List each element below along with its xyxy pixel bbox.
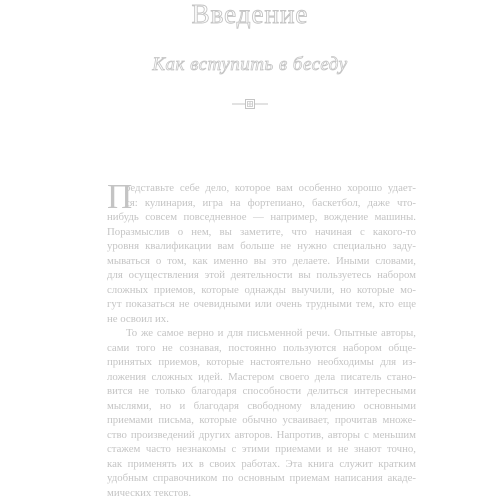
body-text [107, 177, 416, 500]
paragraph-2 [107, 326, 416, 500]
text-line: редставьте себе дело, которое вам особенно хорошо удает- [125, 182, 416, 194]
text-line: ство произведений других авторов. Напротив, авторы с меньшим [107, 428, 416, 441]
chapter-subtitle: Как вступить в беседу [152, 54, 348, 75]
text-line: вится не только благодаря способности делиться интересными [107, 385, 416, 397]
text-line: ложения сложных идей. Мастером своего дела писатель стано- [107, 370, 416, 383]
text-line: мываться о том, как именно вы это делаете. Иными словами, [107, 254, 416, 267]
text-line: принятых приемов, которые настоятельно необходимы для из- [107, 356, 416, 368]
text-line: ся: кулинария, игра на фортепиано, баскетбол, даже что- [125, 196, 416, 209]
text-line: удобным справочником по основным приемам написания акаде- [107, 472, 416, 484]
text-line: как применять их в своих работах. Эта книга служит кратким [107, 457, 416, 470]
text-line: уровня квалификации вам больше не нужно специально заду- [107, 240, 416, 252]
text-line: мыслями, но и благодаря свободному владению основными [107, 399, 416, 412]
ornament-icon [231, 97, 269, 111]
text-line: гут показаться не очевидными или очень трудными тем, кто еще [107, 298, 416, 310]
text-line: сложных приемов, которые однажды выучили, но которые мо- [107, 283, 416, 296]
text-line: сами того не сознавая, постоянно пользуются набором обще- [107, 341, 416, 354]
text-line: Поразмыслив о нем, вы заметите, что начиная с какого-то [107, 225, 416, 238]
text-line: мических текстов. [107, 486, 192, 499]
text-line: нибудь совсем повседневное — например, вождение машины. [107, 211, 416, 223]
text-line: То же самое верно и для письменной речи. Опытные авторы, [126, 327, 416, 339]
text-line: не освоил их. [107, 312, 169, 325]
paragraph-1 [107, 177, 416, 326]
text-line: для осуществления этой деятельности вы пользуетесь набором [107, 269, 416, 281]
drop-cap: П [107, 177, 133, 216]
text-line: приемами письма, которые обычно усваивает, прочитав множе- [107, 414, 416, 426]
text-line: стажем часто незнакомы с этими приемами и не знают точно, [107, 443, 416, 455]
chapter-title: Введение [191, 0, 309, 29]
